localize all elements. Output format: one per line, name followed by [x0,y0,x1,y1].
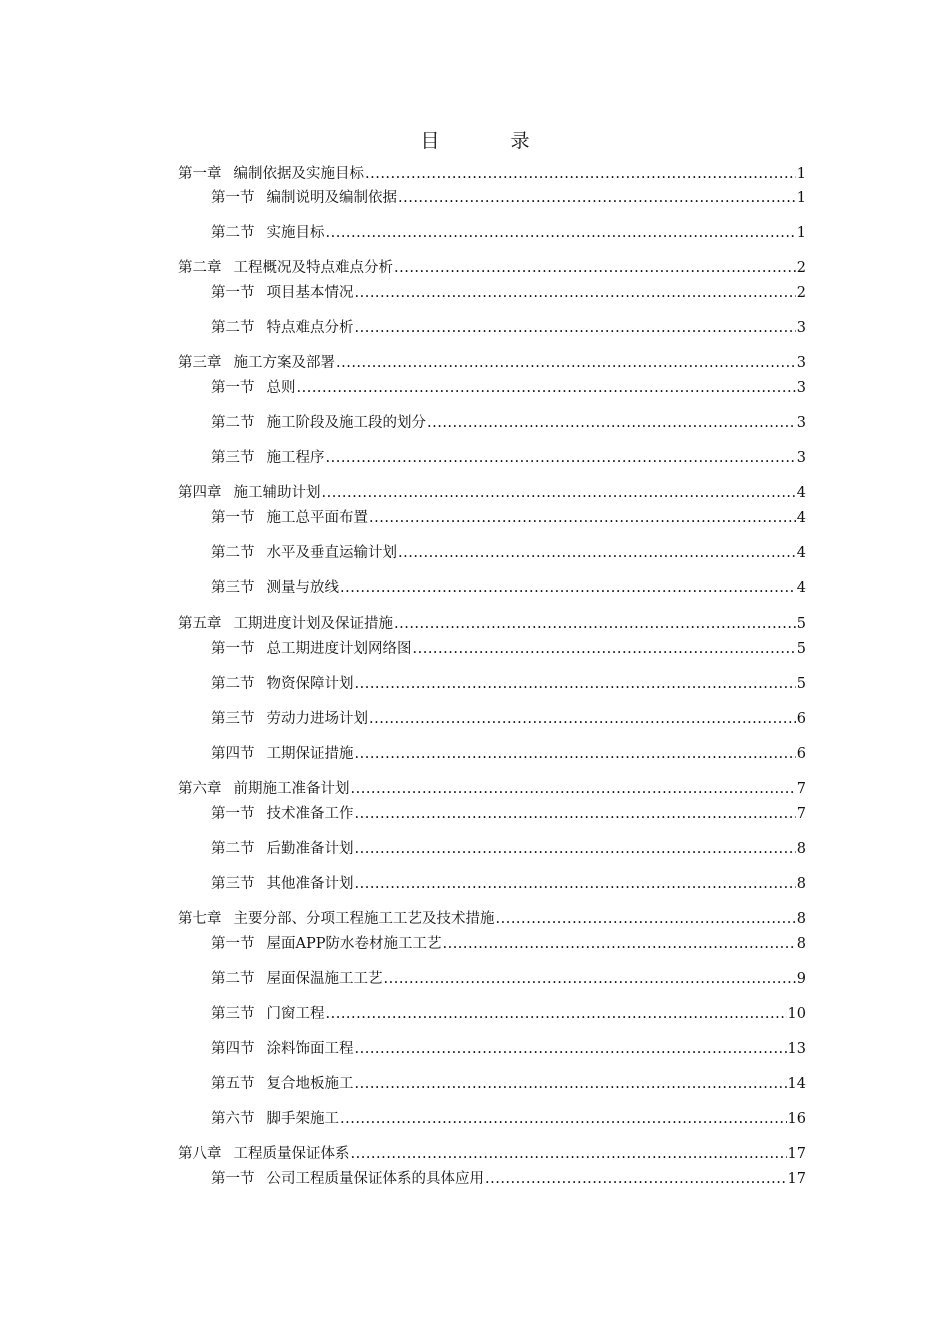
toc-page-number: 5 [796,676,806,692]
toc-entry-title: 屋面APP防水卷材施工工艺 [266,936,442,952]
toc-page-number: 5 [796,641,806,657]
toc-entry-title: 项目基本情况 [266,285,354,301]
toc-page-number: 9 [796,971,806,987]
toc-dot-leader [322,483,796,503]
toc-entry-title: 编制说明及编制依据 [266,190,397,206]
toc-page-number: 8 [796,841,806,857]
toc-entry-number: 第二节 [211,225,255,241]
toc-page-number: 3 [796,380,806,396]
toc-section-entry[interactable] [211,839,806,859]
toc-entry-title: 总则 [266,380,296,396]
toc-page-number: 2 [796,285,806,301]
toc-entry-title: 前期施工准备计划 [233,781,350,797]
toc-entry-title: 测量与放线 [266,580,339,596]
toc-section-entry[interactable] [211,709,806,729]
toc-entry-number: 第一节 [211,285,255,301]
toc-dot-leader [398,188,796,208]
toc-entry-title: 施工辅助计划 [233,485,321,501]
toc-entry-title: 物资保障计划 [266,676,354,692]
toc-dot-leader [355,674,796,694]
toc-chapter-entry[interactable] [178,258,806,278]
toc-chapter-entry[interactable] [178,909,806,929]
toc-entry-number: 第四节 [211,1041,255,1057]
toc-entry-number: 第一节 [211,510,255,526]
toc-chapter-entry[interactable] [178,353,806,373]
toc-page-number: 3 [796,450,806,466]
toc-entry-title: 施工阶段及施工段的划分 [266,415,426,431]
toc-entry-title: 总工期进度计划网络图 [266,641,412,657]
toc-section-entry[interactable] [211,413,806,433]
toc-entry-number: 第二章 [178,260,222,276]
toc-section-entry[interactable] [211,969,806,989]
toc-section-entry[interactable] [211,1109,806,1129]
toc-page-number: 1 [796,190,806,206]
toc-section-entry[interactable] [211,578,806,598]
toc-dot-leader [340,1109,787,1129]
toc-entry-number: 第三节 [211,876,255,892]
toc-entry-number: 第三节 [211,1006,255,1022]
toc-dot-leader [485,1169,787,1189]
toc-entry-number: 第三节 [211,450,255,466]
toc-entry-title: 工期进度计划及保证措施 [233,616,393,632]
toc-dot-leader [355,839,796,859]
toc-page-number: 4 [796,485,806,501]
toc-page-number: 8 [796,936,806,952]
toc-entry-title: 公司工程质量保证体系的具体应用 [266,1171,484,1187]
toc-section-entry[interactable] [211,934,806,954]
toc-entry-title: 施工总平面布置 [266,510,368,526]
toc-dot-leader [398,543,796,563]
toc-entry-number: 第二节 [211,676,255,692]
toc-page-number: 1 [796,225,806,241]
toc-section-entry[interactable] [211,283,806,303]
toc-page-number: 8 [796,911,806,927]
toc-dot-leader [355,744,796,764]
toc-entry-number: 第二节 [211,545,255,561]
toc-page-number: 7 [796,781,806,797]
toc-entry-number: 第八章 [178,1146,222,1162]
toc-entry-title: 劳动力进场计划 [266,711,368,727]
toc-dot-leader [384,969,796,989]
toc-entry-number: 第五节 [211,1076,255,1092]
toc-section-entry[interactable] [211,508,806,528]
toc-dot-leader [355,1074,787,1094]
toc-dot-leader [369,709,796,729]
toc-page-number: 8 [796,876,806,892]
toc-title: 目 录 [420,130,556,152]
toc-entry-number: 第一节 [211,380,255,396]
toc-section-entry[interactable] [211,804,806,824]
toc-entry-number: 第一节 [211,641,255,657]
toc-entry-title: 主要分部、分项工程施工工艺及技术措施 [233,911,495,927]
toc-page-number: 5 [796,616,806,632]
toc-entry-number: 第二节 [211,320,255,336]
toc-dot-leader [394,258,796,278]
toc-dot-leader [427,413,796,433]
toc-entry-title: 涂料饰面工程 [266,1041,354,1057]
toc-dot-leader [365,164,796,184]
toc-section-entry[interactable] [211,674,806,694]
toc-entry-number: 第一章 [178,166,222,182]
toc-page-number: 4 [796,580,806,596]
toc-page-number: 3 [796,320,806,336]
toc-page-number: 7 [796,806,806,822]
toc-section-entry[interactable] [211,378,806,398]
toc-entry-number: 第六节 [211,1111,255,1127]
toc-entry-number: 第三节 [211,580,255,596]
toc-entry-title: 其他准备计划 [266,876,354,892]
toc-entry-number: 第一节 [211,190,255,206]
toc-entry-title: 技术准备工作 [266,806,354,822]
toc-entry-title: 水平及垂直运输计划 [266,545,397,561]
toc-entry-title: 复合地板施工 [266,1076,354,1092]
toc-dot-leader [496,909,796,929]
toc-dot-leader [355,1039,787,1059]
toc-chapter-entry[interactable] [178,614,806,634]
toc-entry-number: 第一节 [211,936,255,952]
toc-page-number: 16 [787,1111,806,1127]
toc-chapter-entry[interactable] [178,1144,806,1164]
toc-section-entry[interactable] [211,639,806,659]
toc-dot-leader [326,223,796,243]
toc-chapter-entry[interactable] [178,164,806,184]
toc-section-entry[interactable] [211,874,806,894]
toc-dot-leader [394,614,796,634]
toc-chapter-entry[interactable] [178,483,806,503]
toc-entry-title: 工程概况及特点难点分析 [233,260,393,276]
toc-entry-number: 第二节 [211,971,255,987]
toc-dot-leader [297,378,796,398]
toc-page-number: 3 [796,355,806,371]
toc-entry-title: 后勤准备计划 [266,841,354,857]
toc-dot-leader [355,874,796,894]
toc-page-number: 17 [787,1171,806,1187]
toc-entry-number: 第五章 [178,616,222,632]
toc-dot-leader [326,448,796,468]
toc-section-entry[interactable] [211,1074,806,1094]
toc-section-entry[interactable] [211,1039,806,1059]
toc-entry-number: 第四节 [211,746,255,762]
toc-entry-title: 脚手架施工 [266,1111,339,1127]
toc-page-number: 6 [796,711,806,727]
toc-dot-leader [326,1004,787,1024]
toc-page-number: 6 [796,746,806,762]
toc-entry-number: 第一节 [211,1171,255,1187]
toc-section-entry[interactable] [211,223,806,243]
toc-entry-title: 门窗工程 [266,1006,325,1022]
toc-dot-leader [355,283,796,303]
toc-dot-leader [355,804,796,824]
toc-entry-title: 施工程序 [266,450,325,466]
toc-page-number: 10 [787,1006,806,1022]
toc-chapter-entry[interactable] [178,779,806,799]
toc-dot-leader [351,1144,787,1164]
toc-section-entry[interactable] [211,188,806,208]
toc-entry-number: 第六章 [178,781,222,797]
toc-dot-leader [442,934,795,954]
toc-dot-leader [355,318,796,338]
toc-page-number: 13 [787,1041,806,1057]
toc-entry-title: 工期保证措施 [266,746,354,762]
toc-section-entry[interactable] [211,1004,806,1024]
toc-dot-leader [369,508,796,528]
toc-entry-title: 特点难点分析 [266,320,354,336]
toc-page-number: 4 [796,510,806,526]
toc-section-entry[interactable] [211,543,806,563]
toc-entry-title: 工程质量保证体系 [233,1146,350,1162]
toc-entry-number: 第二节 [211,415,255,431]
toc-page-number: 17 [787,1146,806,1162]
toc-page-number: 1 [796,166,806,182]
toc-entry-number: 第四章 [178,485,222,501]
toc-page-number: 2 [796,260,806,276]
toc-entry-number: 第七章 [178,911,222,927]
toc-entry-title: 施工方案及部署 [233,355,335,371]
toc-dot-leader [336,353,796,373]
toc-entry-title: 实施目标 [266,225,325,241]
toc-entry-title: 屋面保温施工工艺 [266,971,383,987]
toc-section-entry[interactable] [211,448,806,468]
toc-dot-leader [340,578,796,598]
toc-dot-leader [351,779,796,799]
toc-section-entry[interactable] [211,1169,806,1189]
toc-entry-number: 第一节 [211,806,255,822]
toc-page-number: 3 [796,415,806,431]
toc-entry-number: 第三章 [178,355,222,371]
toc-page-number: 4 [796,545,806,561]
toc-entry-number: 第二节 [211,841,255,857]
toc-section-entry[interactable] [211,318,806,338]
toc-entry-title: 编制依据及实施目标 [233,166,364,182]
toc-page-number: 14 [787,1076,806,1092]
toc-section-entry[interactable] [211,744,806,764]
toc-entry-number: 第三节 [211,711,255,727]
toc-dot-leader [413,639,796,659]
